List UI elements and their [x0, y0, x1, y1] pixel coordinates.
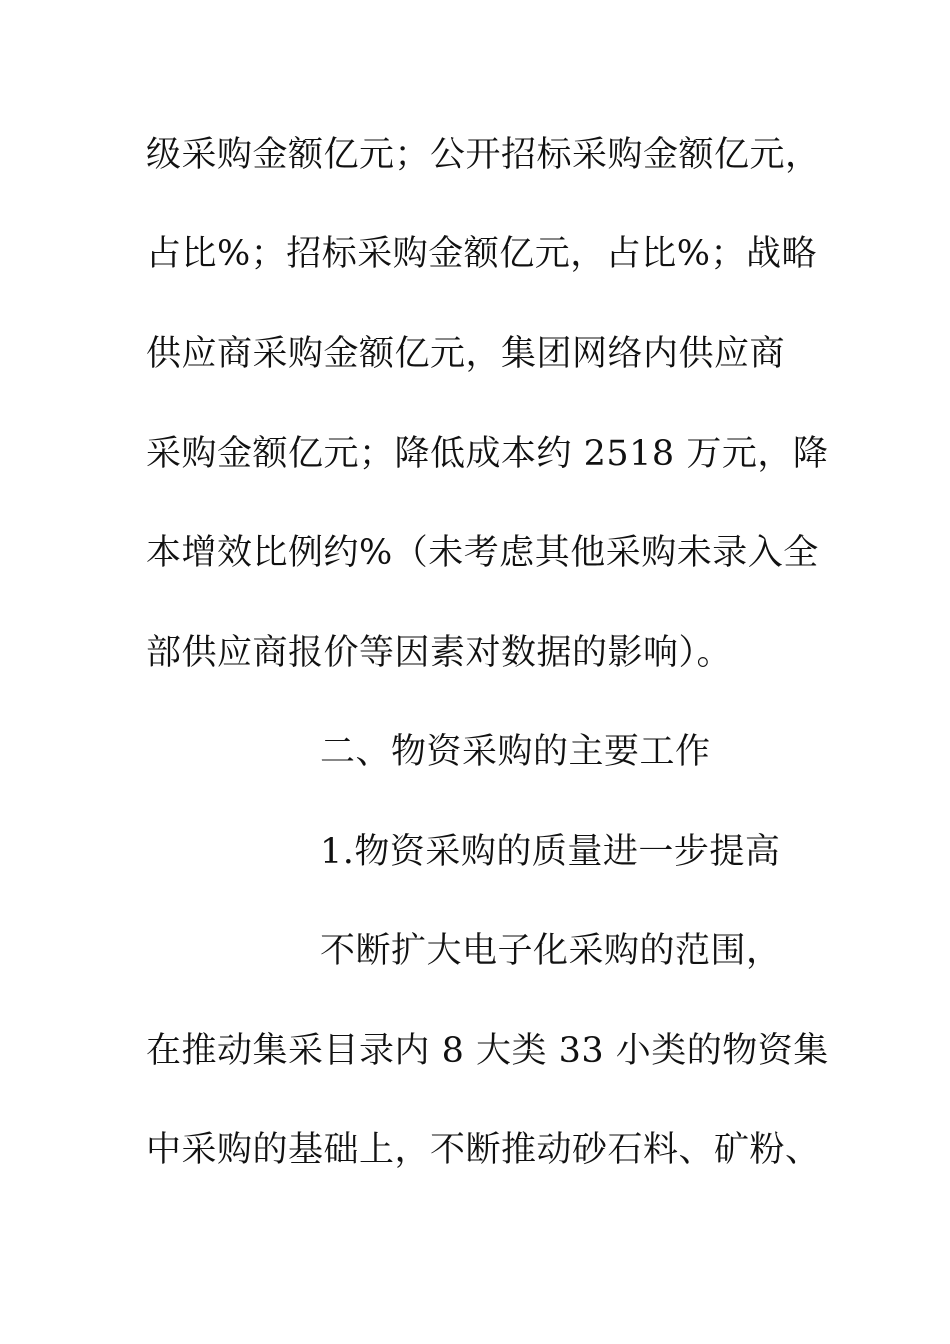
text-line: 供应商采购金额亿元，集团网络内供应商	[146, 334, 786, 374]
subsection-heading: 1.物资采购的质量进一步提高	[320, 832, 781, 872]
paragraph-line: 不断扩大电子化采购的范围，	[320, 931, 782, 971]
text-line: 采购金额亿元；降低成本约 2518 万元，降	[146, 434, 829, 474]
text-line: 级采购金额亿元；公开招标采购金额亿元，	[146, 135, 821, 175]
text-line: 本增效比例约%（未考虑其他采购未录入全	[146, 533, 819, 573]
section-heading: 二、物资采购的主要工作	[320, 732, 711, 772]
text-line: 部供应商报价等因素对数据的影响）。	[146, 633, 733, 673]
text-line: 占比%；招标采购金额亿元，占比%；战略	[146, 234, 818, 274]
paragraph-line: 在推动集采目录内 8 大类 33 小类的物资集	[146, 1031, 829, 1071]
paragraph-line: 中采购的基础上，不断推动砂石料、矿粉、	[146, 1130, 821, 1170]
